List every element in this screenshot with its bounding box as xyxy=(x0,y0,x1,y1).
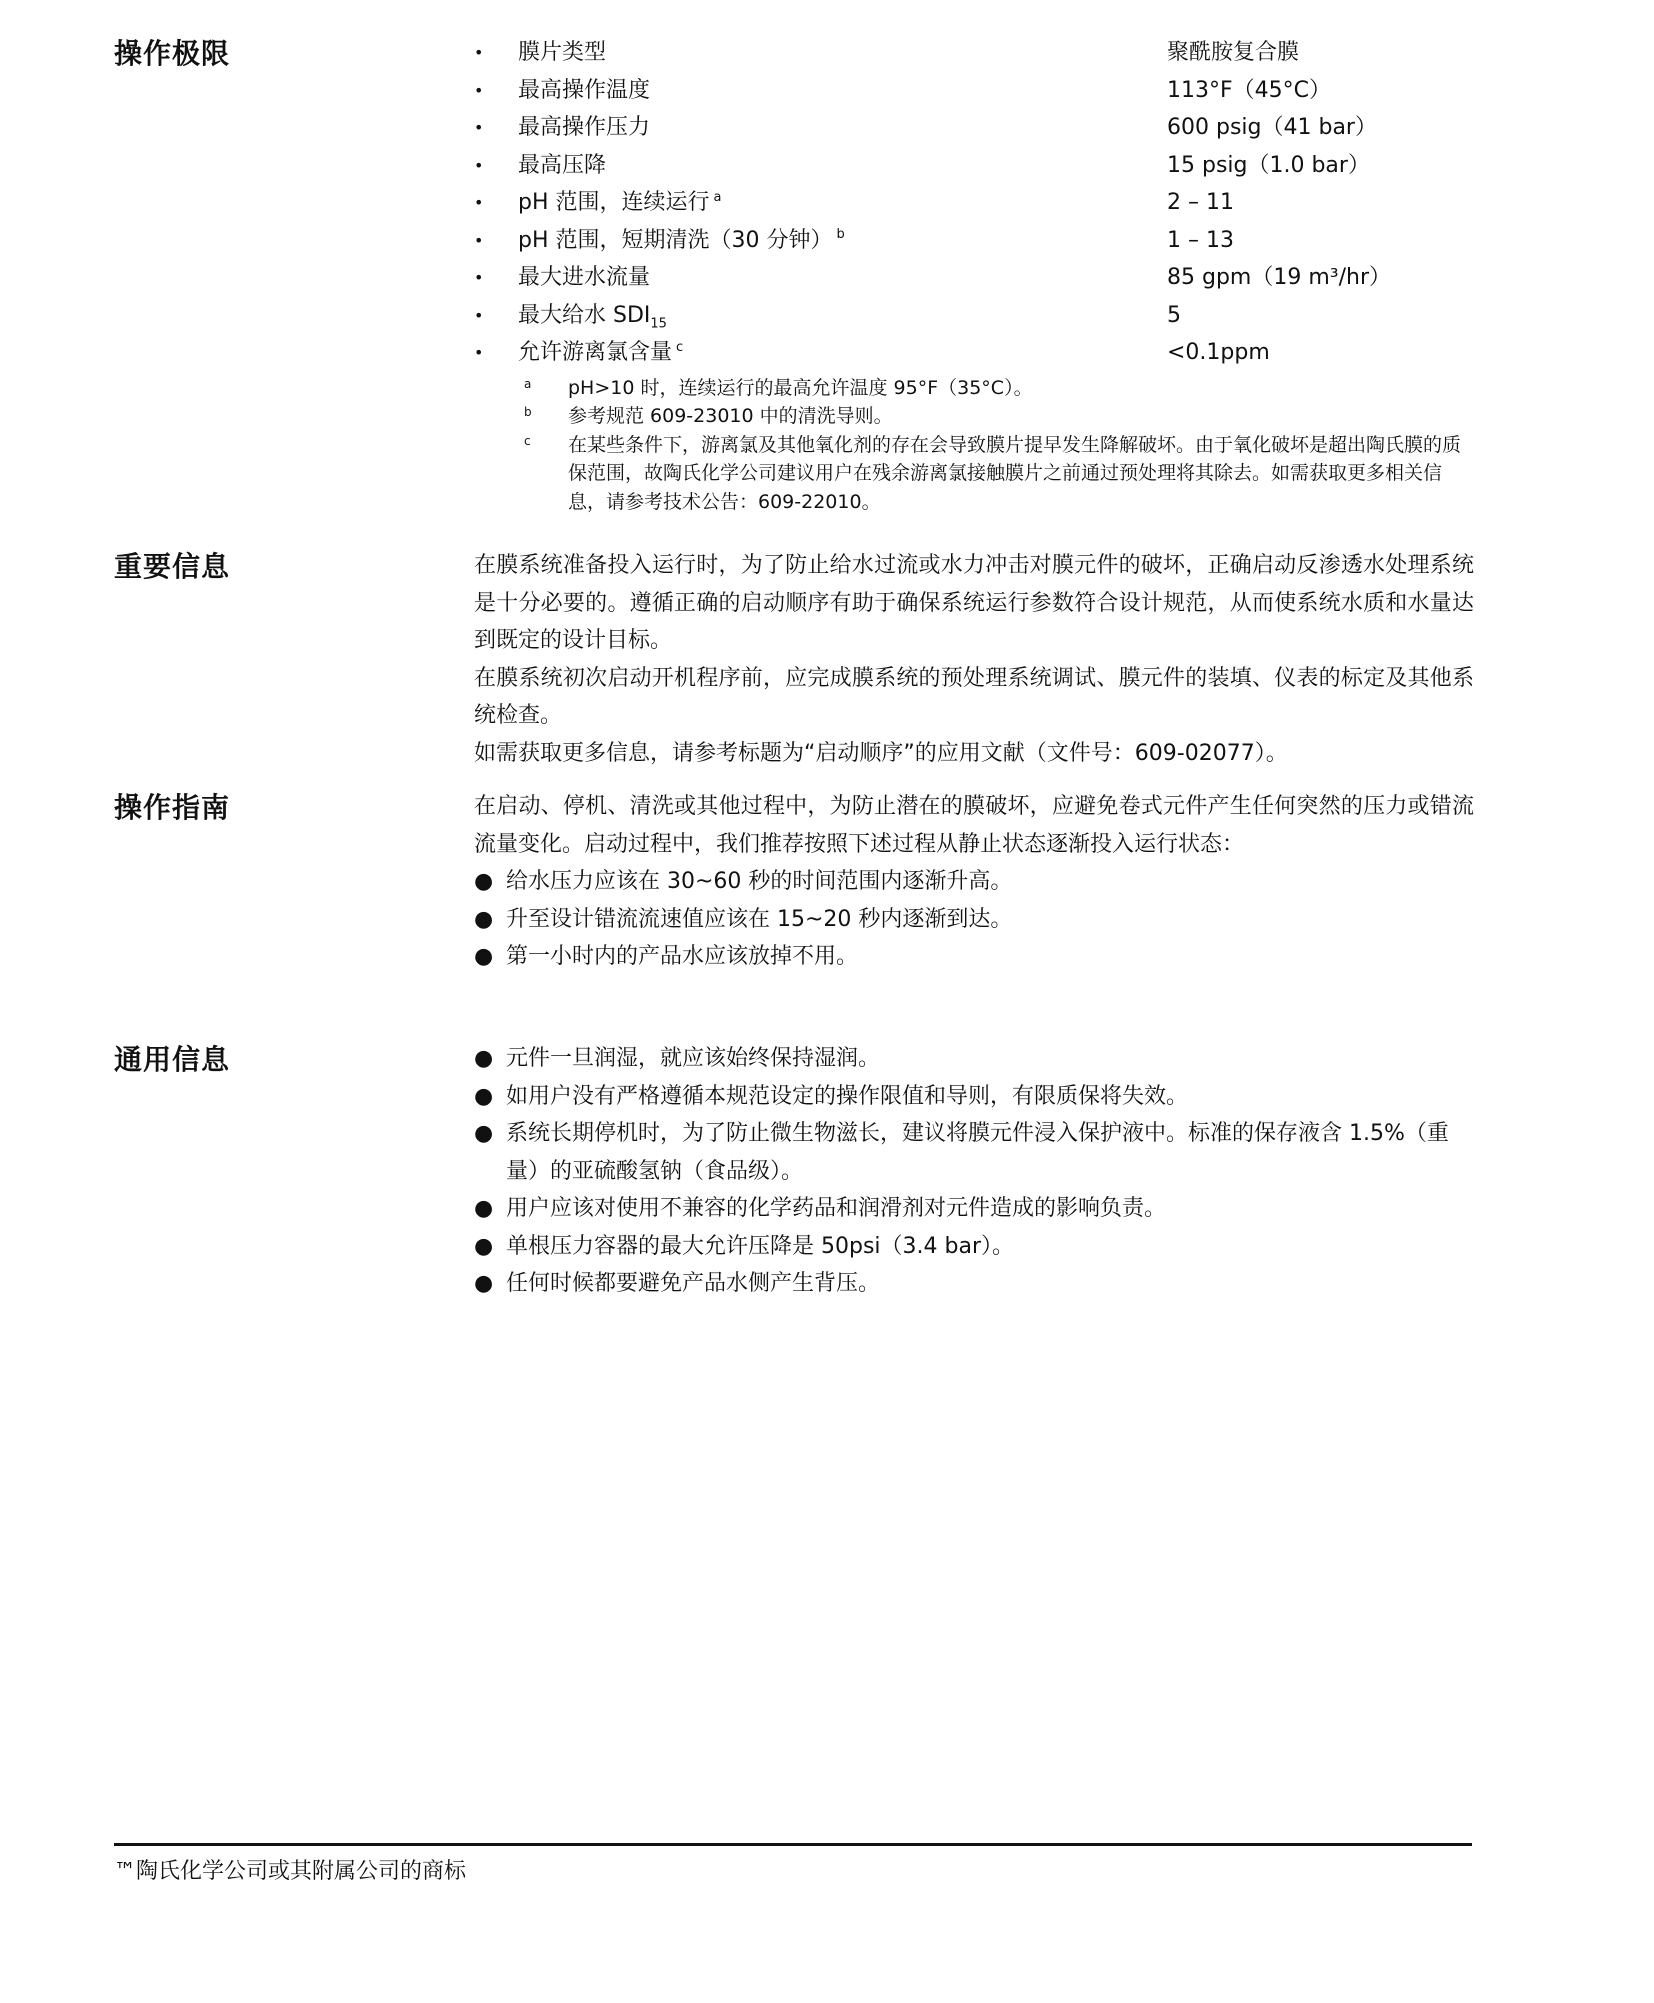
spec-row-free-chlorine xyxy=(474,334,1474,372)
bullet-icon: ● xyxy=(474,1196,494,1221)
bullet-icon: ● xyxy=(474,906,494,932)
footnote-b xyxy=(524,402,1474,431)
spec-value: 113°F（45°C） xyxy=(1167,77,1332,103)
footnote-text: pH>10 时，连续运行的最高允许温度 95°F（35°C）。 xyxy=(568,376,1033,399)
bullet-icon: ● xyxy=(474,1121,494,1146)
footnote-ref: a xyxy=(713,189,722,205)
list-item xyxy=(474,1265,1474,1303)
spec-row-ph-cleaning xyxy=(474,222,1474,260)
spec-name xyxy=(518,297,667,335)
important-info-body xyxy=(474,547,1474,772)
spec-name: 最高压降 xyxy=(518,152,607,178)
list-item-text: 单根压力容器的最大允许压降是 50psi（3.4 bar）。 xyxy=(506,1233,1014,1259)
spec-row-max-temperature xyxy=(474,72,1474,110)
operating-limits-title: 操作极限 xyxy=(114,37,231,70)
footnote-text: 在某些条件下，游离氯及其他氧化剂的存在会导致膜片提早发生降解破坏。由于氧化破坏是超出陶氏膜的质保范围，故陶氏化学公司建议用户在残余游离氯接触膜片之前通过预处理将其除去。如需获取更多相关信息，请参考技术公告：609-22010。 xyxy=(568,433,1462,513)
spec-value: 15 psig（1.0 bar） xyxy=(1167,152,1370,178)
spec-value: 600 psig（41 bar） xyxy=(1167,115,1377,140)
bullet-icon: • xyxy=(474,230,484,250)
footer-divider xyxy=(114,1843,1472,1846)
footnote-text: 参考规范 609-23010 中的清洗导则。 xyxy=(568,405,893,427)
footnote-c xyxy=(524,431,1474,517)
spec-value: <0.1ppm xyxy=(1167,340,1270,365)
operating-guide-title: 操作指南 xyxy=(114,791,231,824)
operating-limits-body xyxy=(474,34,1474,516)
footnote-a xyxy=(524,374,1474,403)
bullet-icon: • xyxy=(474,43,484,62)
paragraph: 在启动、停机、清洗或其他过程中，为防止潜在的膜破坏，应避免卷式元件产生任何突然的压力或错流流量变化。启动过程中，我们推荐按照下述过程从静止状态逐渐投入运行状态： xyxy=(474,794,1474,857)
spec-value: 1 – 13 xyxy=(1167,227,1234,253)
spec-name-text: 允许游离氯含量 xyxy=(518,340,673,365)
list-item xyxy=(474,1190,1474,1228)
footnote-mark: a xyxy=(524,376,532,391)
spec-value: 5 xyxy=(1167,302,1181,328)
footnote-mark: c xyxy=(524,433,531,448)
bullet-icon: ● xyxy=(474,869,494,894)
bullet-icon: ● xyxy=(474,1271,494,1296)
spec-value: 2 – 11 xyxy=(1167,190,1234,215)
footnote-mark: b xyxy=(524,405,532,419)
paragraph: 如需获取更多信息，请参考标题为“启动顺序”的应用文献（文件号：609-02077）。 xyxy=(474,740,1288,766)
spec-name: 最大进水流量 xyxy=(518,265,651,290)
general-info-body xyxy=(474,1040,1474,1303)
list-item-text: 给水压力应该在 30~60 秒的时间范围内逐渐升高。 xyxy=(506,869,1013,894)
spec-row-max-pressure xyxy=(474,109,1474,147)
general-info-title: 通用信息 xyxy=(114,1043,231,1076)
list-item-text: 元件一旦润湿，就应该始终保持湿润。 xyxy=(506,1046,881,1071)
bullet-icon: ● xyxy=(474,944,494,969)
spec-name xyxy=(518,334,683,372)
list-item-text: 任何时候都要避免产品水侧产生背压。 xyxy=(506,1271,881,1296)
bullet-icon: • xyxy=(474,343,484,362)
subscript: 15 xyxy=(650,315,667,331)
spec-row-ph-continuous xyxy=(474,184,1474,222)
list-item xyxy=(474,938,1474,976)
paragraph: 在膜系统准备投入运行时，为了防止给水过流或水力冲击对膜元件的破坏，正确启动反渗透水处理系统是十分必要的。遵循正确的启动顺序有助于确保系统运行参数符合设计规范，从而使系统水质和水量达到既定的设计目标。 xyxy=(474,553,1474,653)
spec-name: 最高操作温度 xyxy=(518,77,651,103)
spec-value: 85 gpm（19 m³/hr） xyxy=(1167,265,1391,290)
guide-bullet-list xyxy=(474,863,1474,976)
bullet-icon: • xyxy=(474,268,484,287)
list-item-text: 如用户没有严格遵循本规范设定的操作限值和导则，有限质保将失效。 xyxy=(506,1083,1189,1109)
footnote-ref: b xyxy=(836,227,845,243)
footnote-ref: c xyxy=(676,339,684,355)
list-item xyxy=(474,863,1474,901)
spec-name: 膜片类型 xyxy=(518,40,607,65)
list-item xyxy=(474,1228,1474,1266)
list-item xyxy=(474,1078,1474,1116)
list-item-text: 第一小时内的产品水应该放掉不用。 xyxy=(506,944,859,969)
spec-name xyxy=(518,184,721,222)
spec-row-max-sdi xyxy=(474,297,1474,335)
bullet-icon: • xyxy=(474,155,484,175)
spec-list xyxy=(474,34,1474,372)
bullet-icon: ● xyxy=(474,1233,494,1259)
footer-trademark: ™陶氏化学公司或其附属公司的商标 xyxy=(114,1859,467,1884)
spec-row-max-pressure-drop xyxy=(474,147,1474,185)
important-info-title: 重要信息 xyxy=(114,550,231,583)
list-item-text: 系统长期停机时，为了防止微生物滋长，建议将膜元件浸入保护液中。标准的保存液含 1.5%（重量）的亚硫酸氢钠（食品级）。 xyxy=(506,1121,1449,1184)
bullet-icon: ● xyxy=(474,1083,494,1109)
bullet-icon: • xyxy=(474,193,484,212)
spec-name-text: pH 范围，短期清洗（30 分钟） xyxy=(518,227,833,253)
footnotes xyxy=(524,374,1474,517)
list-item xyxy=(474,1040,1474,1078)
spec-value: 聚酰胺复合膜 xyxy=(1167,40,1300,65)
list-item-text: 用户应该对使用不兼容的化学药品和润滑剂对元件造成的影响负责。 xyxy=(506,1196,1167,1221)
spec-name-text: pH 范围，连续运行 xyxy=(518,190,710,215)
bullet-icon: • xyxy=(474,305,484,325)
list-item xyxy=(474,901,1474,939)
spec-name: 最高操作压力 xyxy=(518,115,651,140)
operating-guide-body xyxy=(474,788,1474,976)
list-item-text: 升至设计错流流速值应该在 15~20 秒内逐渐到达。 xyxy=(506,906,1013,932)
spec-row-max-feed-flow xyxy=(474,259,1474,297)
list-item xyxy=(474,1115,1474,1190)
bullet-icon: • xyxy=(474,80,484,100)
bullet-icon: ● xyxy=(474,1046,494,1071)
spec-row-membrane-type xyxy=(474,34,1474,72)
general-bullet-list xyxy=(474,1040,1474,1303)
spec-name-text: 最大给水 SDI xyxy=(518,302,651,328)
bullet-icon: • xyxy=(474,118,484,137)
paragraph: 在膜系统初次启动开机程序前，应完成膜系统的预处理系统调试、膜元件的装填、仪表的标定及其他系统检查。 xyxy=(474,665,1474,728)
spec-name xyxy=(518,222,845,260)
